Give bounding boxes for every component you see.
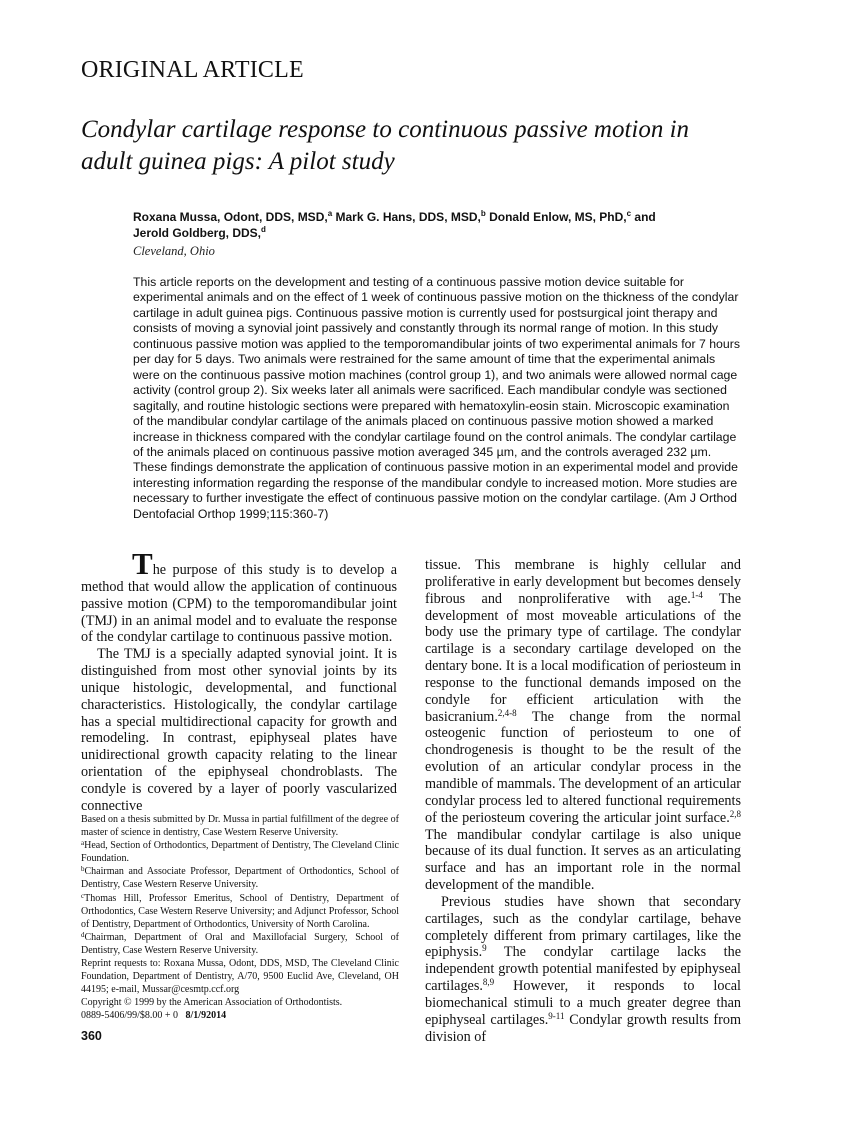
footnote-thesis: Based on a thesis submitted by Dr. Mussa in partial fulfillment of the degree of master of science in dentistry, Case Western Reserve University. [81,814,399,839]
copyright: Copyright © 1999 by the American Association of Orthodontists. [81,997,343,1009]
citation: 1-4 [690,589,703,600]
footnote-a [81,839,399,865]
citation: 2,4-8 [497,707,517,718]
paragraph [425,894,741,1046]
author-location: Cleveland, Ohio [133,244,215,258]
paragraph [81,546,397,646]
paragraph-text: he purpose of this study is to develop a method that would allow the application of continuous passive motion (CPM) to the temporomandibular joint (TMJ) in an animal model and to evaluate the response of the condylar cartilage to continuous passive motion. [81,562,397,646]
footnote-text: Chairman, Department of Oral and Maxillofacial Surgery, School of Dentistry, Case Western Reserve University. [81,931,399,956]
section-label: ORIGINAL ARTICLE [81,57,304,83]
footnote-mark: c [81,891,85,900]
author-1: Roxana Mussa, Odont, DDS, MSD, [133,210,328,224]
author-3: Donald Enlow, MS, PhD, [485,210,627,224]
paragraph [425,557,741,894]
paragraph-text: The mandibular condylar cartilage is also unique because of its dual function. It serves as an articulating surface and has an important role in the normal development of the mandible. [425,826,741,894]
drop-cap: T [132,546,153,581]
author-list [133,209,753,241]
author-conjunction: and [631,210,656,224]
footnote-text: Head, Section of Orthodontics, Department of Dentistry, The Cleveland Clinic Foundation. [81,840,399,865]
footnote-mark: a [81,839,85,848]
footnote-mark: b [81,865,85,874]
article-title [81,114,761,178]
affiliation-mark: c [626,209,632,218]
author-2: Mark G. Hans, DDS, MSD, [332,210,481,224]
paragraph-text: Previous studies have shown that secondary cartilages, such as the condylar cartilage, behave completely different from primary cartilages, like the epiphysis. [425,893,741,961]
footnote-text: Thomas Hill, Professor Emeritus, School of Dentistry, Department of Orthodontics, Case Western Reserve University; and Adjunct Professor, School of Dentistry, Department of Orthodontics, University of North Carolina. [81,892,399,930]
title-line-1: Condylar cartilage response to continuous passive motion in [81,116,690,143]
article-code: 8/1/92014 [185,1010,227,1022]
title-line-2: adult guinea pigs: A pilot study [81,148,395,175]
paragraph-text: However, it responds to local biomechanical stimuli to a much greater degree than epiphyseal cartilages. [425,978,741,1028]
citation: 8,9 [482,977,495,988]
paragraph-text: The change from the normal osteogenic function of periosteum to one of chondrogenesis is thought to be the result of the evolution of an articular condylar process in the mandible of mammals. The development of an articular condylar process led to altered functional requirements of the periosteum covering the articular joint surface. [425,708,741,826]
paragraph: The TMJ is a specially adapted synovial joint. It is distinguished from most other synovial joints by its unique histologic, developmental, and functional characteristics. Histologically, the condylar cartilage has a special multidirectional capacity for growth and remodeling. In contrast, epiphyseal plates have unidirectional growth capacity relating to the linear orientation of the epiphyseal chondroblasts. The condyle is covered by a layer of poorly vascularized connective [81,646,397,814]
issn-line [81,1009,399,1022]
citation: 9-11 [548,1010,565,1021]
paragraph-text: The development of most moveable articulations of the body use the primary type of cartilage. The condylar cartilage is a secondary cartilage developed on the dentary bone. It is a local modification of periosteum in response to the functional demands imposed on the condyle for efficient articulation with the basicranium. [425,590,741,725]
body-column-left [81,546,397,815]
affiliation-mark: a [327,209,333,218]
paragraph-text: The condylar cartilage lacks the independent growth potential manifested by epiphyseal cartilages. [425,944,741,995]
body-column-right [425,557,741,1045]
author-4: Jerold Goldberg, DDS, [133,226,262,240]
citation: 2,8 [729,808,741,819]
footnotes [81,813,399,1023]
paragraph-text: Condylar growth results from division of [425,1011,741,1045]
reprint-requests: Reprint requests to: Roxana Mussa, Odont, DDS, MSD, The Cleveland Clinic Foundation, Department of Dentistry, A/70, 9500 Euclid Ave, Cleveland, OH 44195; e-mail, Mussar@cesmtp.ccf.org [81,958,399,996]
affiliation-mark: b [480,209,486,218]
footnote-c [81,892,399,931]
footnote-b [81,865,399,891]
citation: 9 [482,943,487,954]
affiliation-mark: d [261,225,266,234]
issn: 0889-5406/99/$8.00 + 0 [81,1010,179,1022]
footnote-d [81,931,399,957]
page-number: 360 [81,1029,102,1043]
footnote-mark: d [81,930,85,939]
paragraph-text: tissue. This membrane is highly cellular and proliferative in early development but becomes densely fibrous and nonproliferative with age. [425,557,741,607]
abstract: This article reports on the development and testing of a continuous passive motion device suitable for experimental animals and on the effect of 1 week of continuous passive motion on the thickness of the condylar cartilage in adult guinea pigs. Continuous passive motion is currently used for postsurgical joint therapy and consists of moving a synovial joint passively and constantly through its normal range of motion. In this study continuous passive motion was applied to the temporomandibular joints of two experimental animals for 7 hours per day for 5 days. Two animals were restrained for the same amount of time that the experimental animals were on the continuous passive motion machines (control group 1), and two animals were allowed normal cage activity (control group 2). Six weeks later all animals were sacrificed. Each mandibular condyle was sectioned sagitally, and routine histologic sections were prepared with hematoxylin-eosin stain. Microscopic examination of the mandibular condylar cartilage of the animals placed on continuous passive motion showed a marked increase in thickness compared with the condylar cartilage found on the control animals. The condylar cartilage of the animals placed on continuous passive motion averaged 345 µm, and the controls averaged 232 µm. These findings demonstrate the application of continuous passive motion in an experimental model and provide interesting information regarding the response of the mandibular condyle to increased motion. More studies are necessary to further investigate the effect of continuous passive motion on the condylar cartilage. (Am J Orthod Dentofacial Orthop 1999;115:360-7) [133,275,740,521]
footnote-text: Chairman and Associate Professor, Department of Orthodontics, School of Dentistry, Case Western Reserve University. [81,866,399,891]
